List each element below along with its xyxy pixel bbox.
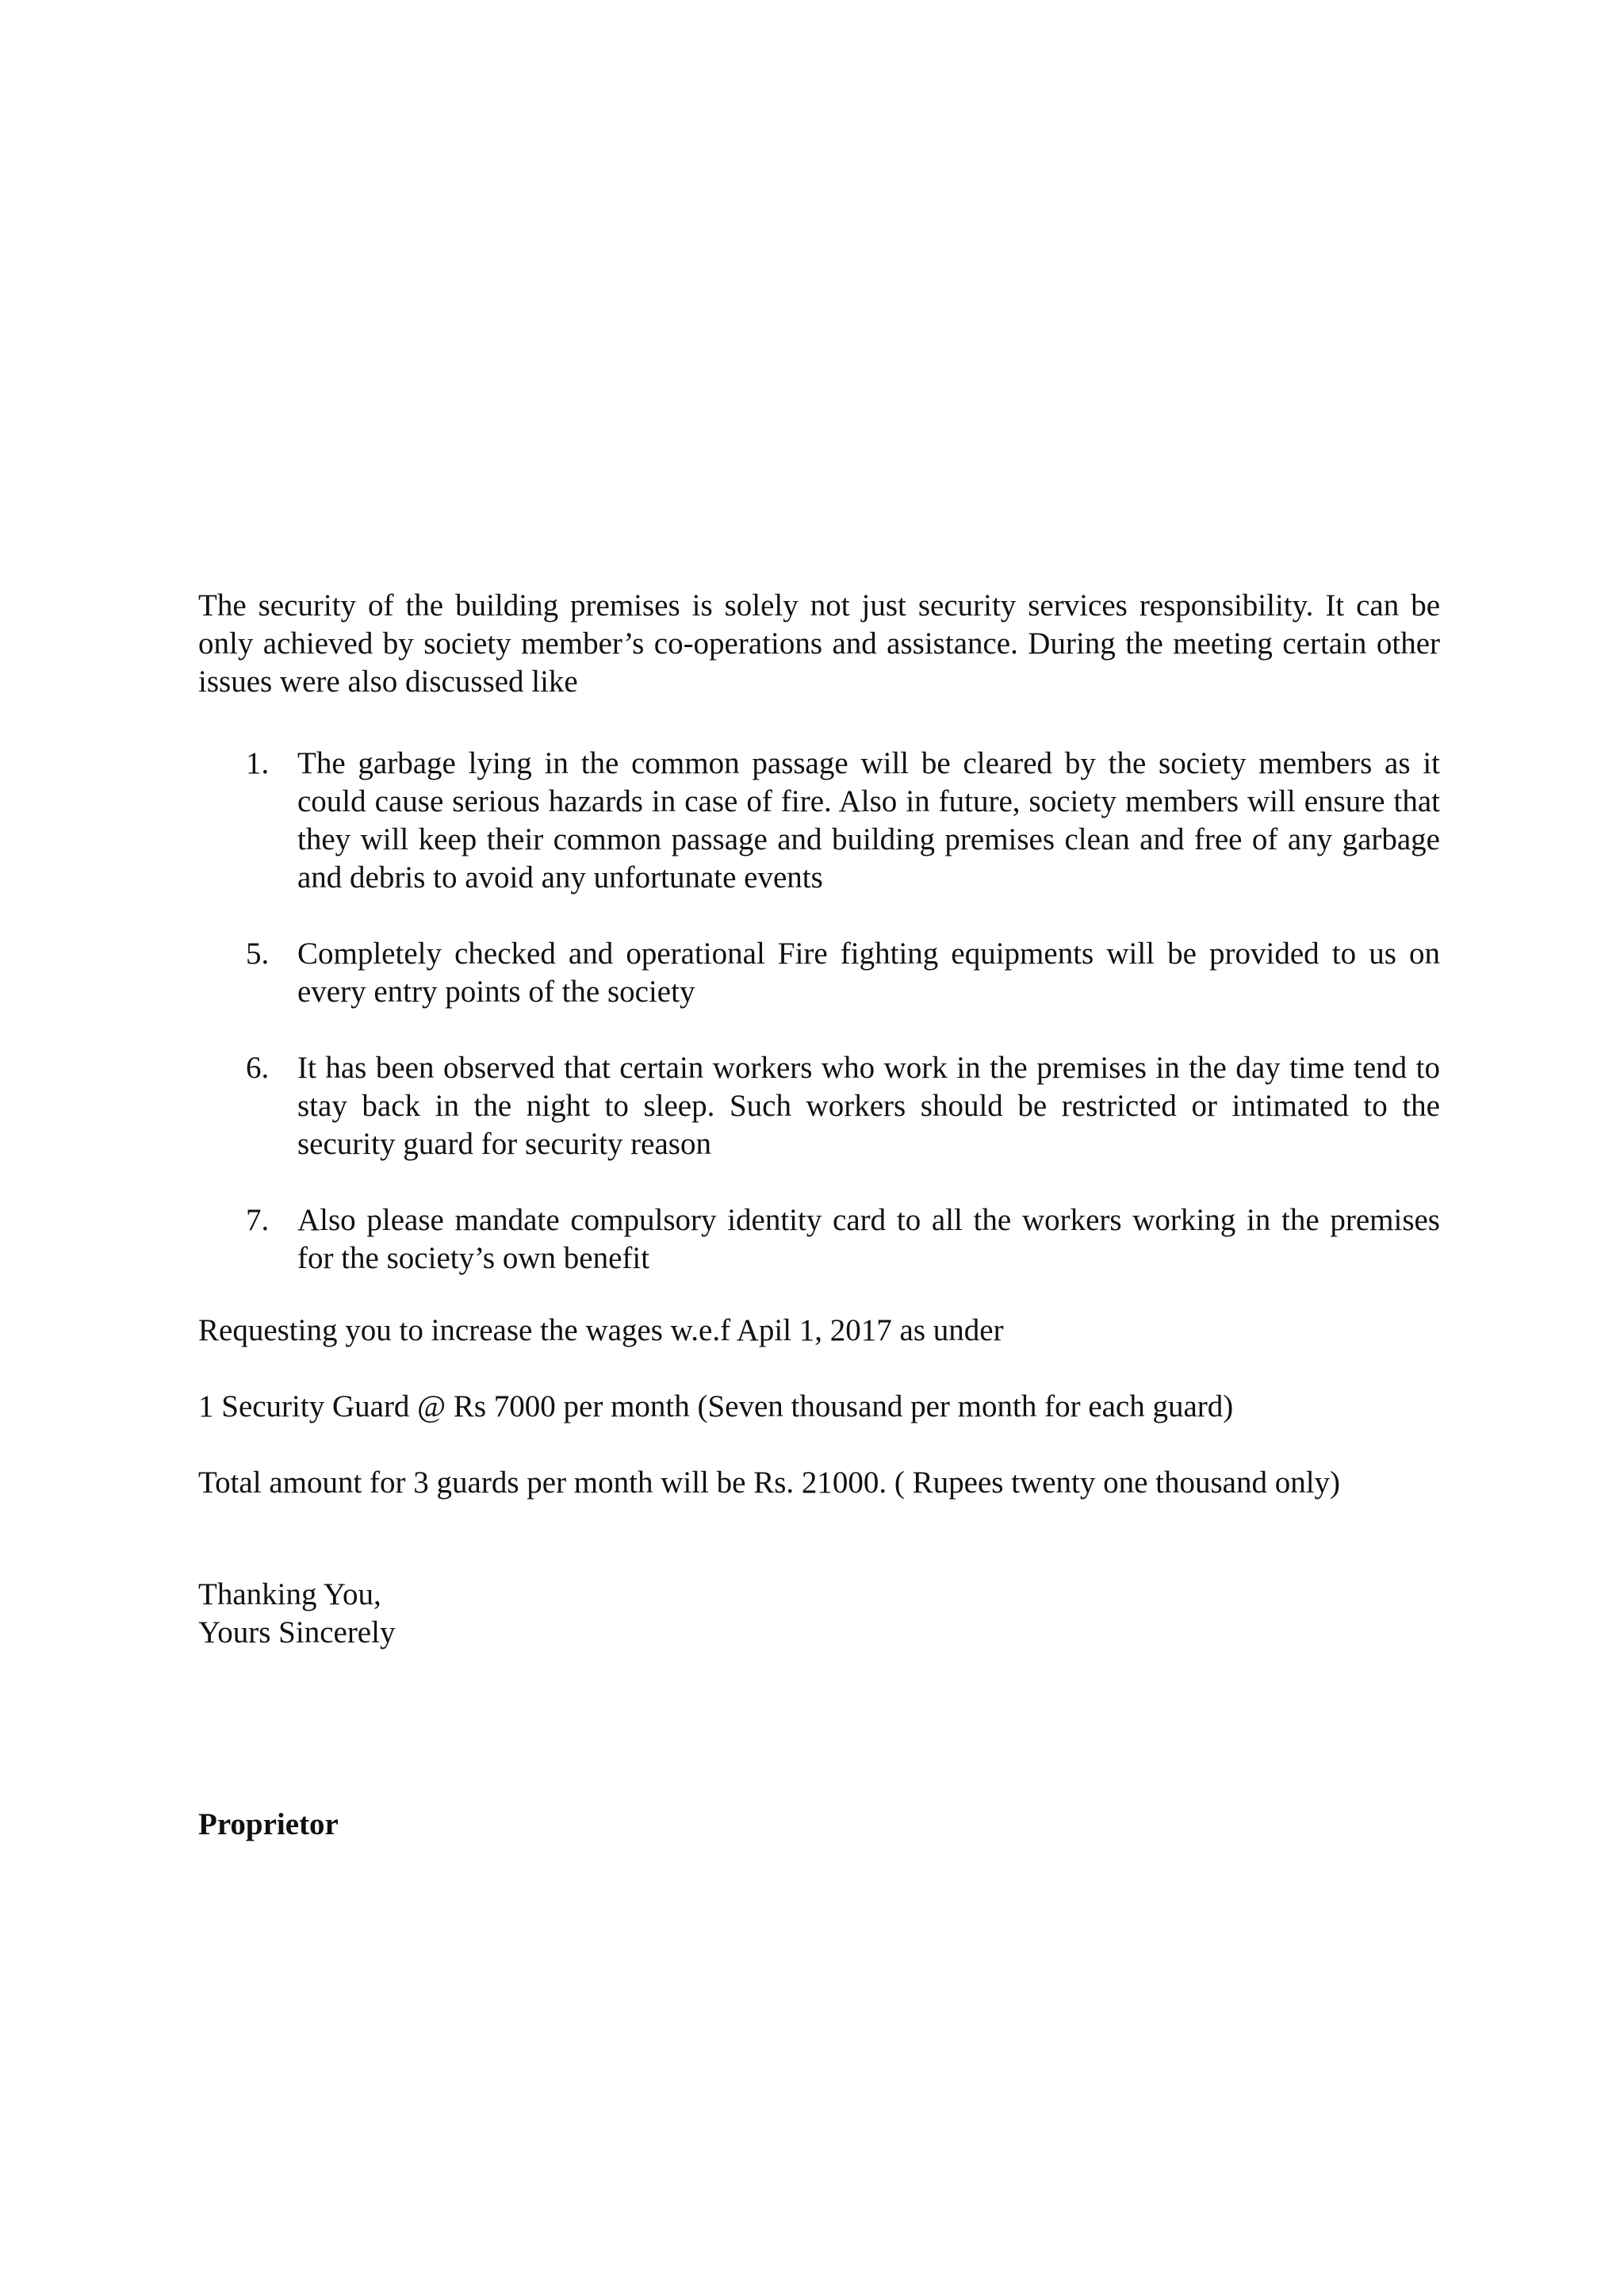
intro-paragraph: The security of the building premises is solely not just security services responsibility. It can be only achieved by society member’s co-operations and assistance. During the meeting certain other issues were also discussed like bbox=[198, 588, 1440, 699]
list-item-text: Completely checked and operational Fire fighting equipments will be provided to us on every entry points of the society bbox=[297, 937, 1440, 1009]
list-item bbox=[198, 1201, 1440, 1278]
closing-sincerely: Yours Sincerely bbox=[198, 1615, 396, 1649]
list-item-text: It has been observed that certain workers who work in the premises in the day time tend to stay back in the night to sleep. Such workers should be restricted or intimated to the security guard for security reason bbox=[297, 1051, 1440, 1161]
list-item bbox=[198, 745, 1440, 897]
list-item-number: 7. bbox=[246, 1203, 270, 1237]
closing-thanks: Thanking You, bbox=[198, 1577, 381, 1611]
list-item bbox=[198, 1049, 1440, 1163]
list-item-number: 5. bbox=[246, 937, 270, 971]
list-item-number: 1. bbox=[246, 746, 270, 780]
list-item-number: 6. bbox=[246, 1051, 270, 1085]
signatory-title: Proprietor bbox=[198, 1807, 339, 1841]
list-item-text: The garbage lying in the common passage will be cleared by the society members as it could cause serious hazards in case of fire. Also in future, society members will ensure that they will keep their common passage and building premises clean and free of any garbage and debris to avoid any unfortunate events bbox=[297, 746, 1440, 895]
wage-increase-request: Requesting you to increase the wages w.e.f Apil 1, 2017 as under bbox=[198, 1313, 1004, 1347]
guard-rate-line: 1 Security Guard @ Rs 7000 per month (Seven thousand per month for each guard) bbox=[198, 1389, 1234, 1423]
total-amount-line: Total amount for 3 guards per month will be Rs. 21000. ( Rupees twenty one thousand only) bbox=[198, 1466, 1341, 1500]
discussed-issues-list bbox=[198, 745, 1440, 1316]
list-item-text: Also please mandate compulsory identity card to all the workers working in the premises for the society’s own benefit bbox=[297, 1203, 1440, 1275]
list-item bbox=[198, 935, 1440, 1011]
